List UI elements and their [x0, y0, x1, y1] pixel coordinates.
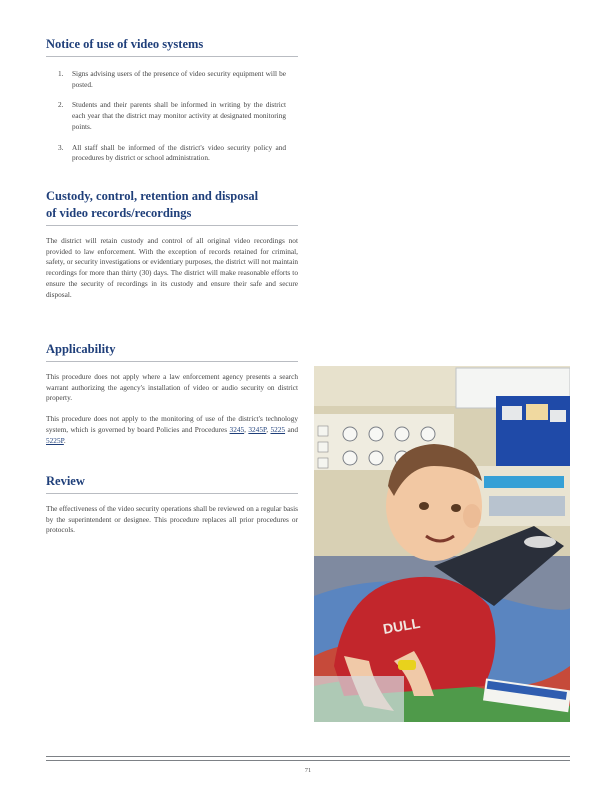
classroom-photo-illustration — [314, 366, 570, 722]
policy-link-3245[interactable]: 3245 — [229, 424, 245, 434]
notice-item-text: Students and their parents shall be informed in writing by the district each year that the district may monitor activity at designated monitoring points. — [72, 100, 286, 131]
notice-section — [46, 36, 298, 174]
notice-item-number: 3. — [58, 142, 64, 152]
applicability-rule — [46, 361, 298, 362]
link-and: and — [287, 424, 298, 434]
page-number: 71 — [304, 767, 312, 774]
notice-item — [58, 100, 298, 132]
link-separator: , — [266, 424, 269, 434]
policy-link-5225[interactable]: 5225 — [270, 424, 286, 434]
review-rule — [46, 493, 298, 494]
notice-item-text: All staff shall be informed of the district's video security policy and procedures by district or school administration. — [72, 142, 286, 163]
custody-heading-line1: Custody, control, retention and disposal — [46, 189, 259, 203]
applicability-section — [46, 341, 298, 446]
svg-text:DULL: DULL — [381, 614, 422, 637]
review-body: The effectiveness of the video security operations shall be reviewed on a regular basis by the superintendent or designee. This procedure replaces all prior procedures or protocols. — [46, 504, 298, 535]
applicability-heading: Applicability — [46, 342, 116, 356]
notice-list — [46, 69, 298, 164]
notice-item — [58, 69, 298, 90]
custody-rule — [46, 225, 298, 226]
notice-item-number: 1. — [58, 69, 64, 78]
footer-rule-top — [46, 756, 570, 757]
procedure-link-3245p[interactable]: 3245P — [248, 424, 267, 434]
link-end: . — [63, 435, 66, 445]
applicability-para1: This procedure does not apply where a law enforcement agency presents a search warrant authorizing the agency's installation of video or audio security on district property. — [46, 372, 298, 403]
notice-rule — [46, 56, 298, 57]
custody-heading — [46, 188, 298, 222]
review-heading: Review — [46, 474, 85, 488]
notice-item-number: 2. — [58, 100, 64, 110]
notice-heading: Notice of use of video systems — [46, 37, 204, 51]
applicability-para2-text: This procedure does not apply to the monitoring of use of the district's technology system, which is governed by board Policies and Procedures — [46, 414, 298, 434]
notice-item-text: Signs advising users of the presence of video security equipment will be posted. — [72, 69, 286, 89]
custody-body: The district will retain custody and control of all original video recordings not provided to law enforcement. With the exception of records retained for criminal, safety, or security investigations or evidentiary purposes, the district will not maintain recordings for more than thirty (30) days. The district will make reasonable efforts to ensure the security of recordings in its custody and ensure their safe and secure disposal. — [46, 236, 298, 299]
custody-heading-line2: of video records/recordings — [46, 206, 192, 220]
notice-item — [58, 143, 298, 164]
footer-rule-bottom — [46, 760, 570, 761]
review-section — [46, 473, 298, 536]
classroom-photo — [314, 366, 570, 722]
link-separator: , — [244, 424, 246, 434]
procedure-link-5225p[interactable]: 5225P — [46, 435, 64, 445]
applicability-para2 — [46, 414, 298, 446]
custody-section — [46, 188, 298, 300]
